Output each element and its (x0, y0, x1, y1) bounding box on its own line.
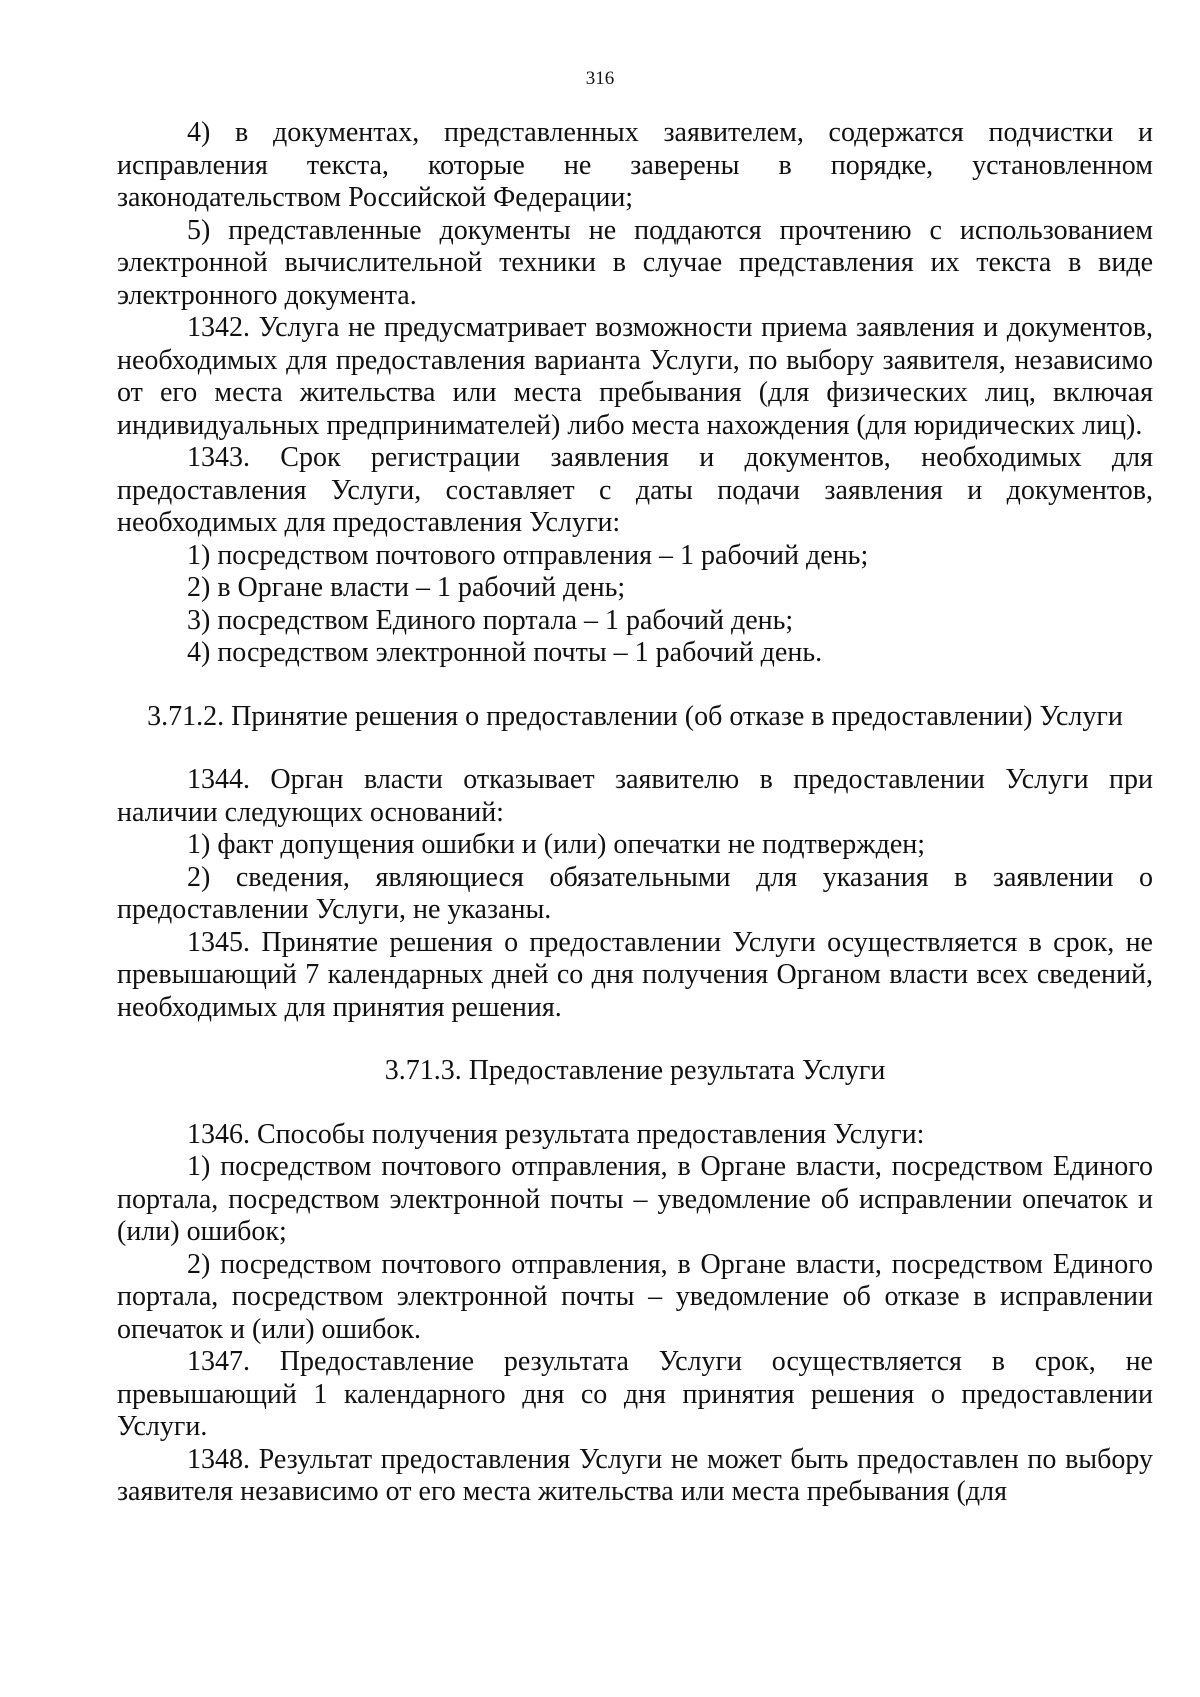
list-item-authority: 2) в Органе власти – 1 рабочий день; (187, 572, 626, 603)
paragraph-item-4-corrections: 4) в документах, представленных заявителем, содержатся подчистки и исправления текста, которые не заверены в порядке, установленном законодательством Российской Федерации; (117, 117, 1153, 213)
list-item-correction-notice: 1) посредством почтового отправления, в Органе власти, посредством Единого портала, посредством электронной почты – уведомление об исправлении опечаток и (или) ошибок; (117, 1151, 1153, 1247)
page-number: 316 (585, 68, 615, 89)
list-item-error-not-confirmed: 1) факт допущения ошибки и (или) опечатки не подтвержден; (187, 829, 926, 860)
list-item-portal: 3) посредством Единого портала – 1 рабочий день; (187, 604, 794, 636)
section-heading-3-71-2: 3.71.2. Принятие решения о предоставлении (об отказе в предоставлении) Услуги (147, 700, 1123, 732)
paragraph-1344: 1344. Орган власти отказывает заявителю в предоставлении Услуги при наличии следующих оснований: (117, 764, 1153, 828)
list-item-info-missing: 2) сведения, являющиеся обязательными для указания в заявлении о предоставлении Услуги, не указаны. (117, 861, 1153, 925)
paragraph-1345: 1345. Принятие решения о предоставлении Услуги осуществляется в срок, не превышающий 7 календарных дней со дня получения Органом власти всех сведений, необходимых для принятия решения. (117, 926, 1153, 1023)
list-item-email: 4) посредством электронной почты – 1 рабочий день. (187, 637, 823, 668)
paragraph-1347: 1347. Предоставление результата Услуги осуществляется в срок, не превышающий 1 календарного дня со дня принятия решения о предоставлении Услуги. (117, 1346, 1153, 1442)
list-item-postal: 1) посредством почтового отправления – 1 рабочий день; (187, 539, 869, 571)
section-heading-3-71-3: 3.71.3. Предоставление результата Услуги (384, 1055, 886, 1086)
list-item-refusal-notice: 2) посредством почтового отправления, в Органе власти, посредством Единого портала, посредством электронной почты – уведомление об отказе в исправлении опечаток и (или) ошибок. (117, 1248, 1153, 1345)
paragraph-item-5-unreadable: 5) представленные документы не поддаются прочтению с использованием электронной вычислительной техники в случае представления их текста в виде электронного документа. (117, 214, 1153, 311)
document-body (117, 117, 1153, 1509)
paragraph-1348: 1348. Результат предоставления Услуги не может быть предоставлен по выбору заявителя независимо от его места жительства или места пребывания (для (117, 1443, 1153, 1507)
paragraph-1342: 1342. Услуга не предусматривает возможности приема заявления и документов, необходимых для предоставления варианта Услуги, по выбору заявителя, независимо от его места жительства или места пребывания (для физических лиц, включая индивидуальных предпринимателей) либо места нахождения (для юридических лиц). (117, 312, 1153, 441)
paragraph-1343: 1343. Срок регистрации заявления и документов, необходимых для предоставления Услуги, составляет с даты подачи заявления и документов, необходимых для предоставления Услуги: (117, 442, 1153, 538)
paragraph-1346: 1346. Способы получения результата предоставления Услуги: (187, 1118, 925, 1150)
